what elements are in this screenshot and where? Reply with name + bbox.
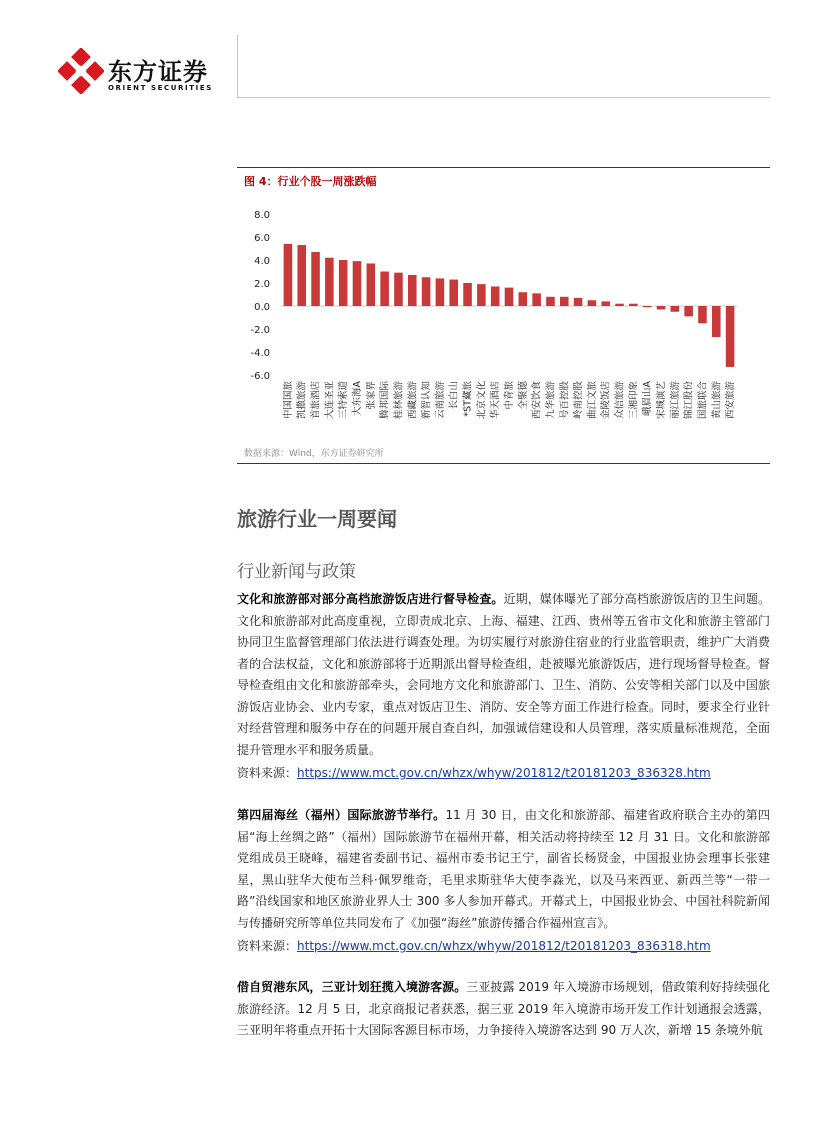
y-tick-label: -2.0 bbox=[250, 325, 270, 336]
y-tick-label: 2.0 bbox=[254, 279, 270, 290]
bar bbox=[698, 306, 707, 323]
x-tick-label: 宋城演艺 bbox=[656, 381, 667, 420]
bar bbox=[684, 306, 693, 316]
x-tick-label: 云南旅游 bbox=[434, 381, 446, 420]
y-tick-label: 0.0 bbox=[254, 302, 270, 313]
x-tick-label: 三特索道 bbox=[338, 381, 350, 420]
section-subtitle: 行业新闻与政策 bbox=[237, 562, 356, 582]
x-tick-label: 锦江股份 bbox=[683, 381, 695, 420]
news-headline: 借自贸港东风，三亚计划狂揽入境游客源。 bbox=[237, 980, 467, 994]
x-tick-label: 张家界 bbox=[365, 381, 377, 410]
x-tick-label: 金陵饭店 bbox=[600, 381, 612, 420]
x-tick-label: 丽江旅游 bbox=[669, 381, 681, 420]
source-link[interactable]: https://www.mct.gov.cn/whzx/whyw/201812/t20181203_836318.htm bbox=[297, 939, 711, 953]
brand-name-cn: 东方证券 bbox=[108, 58, 208, 86]
figure-title: 图 4：行业个股一周涨跌幅 bbox=[244, 175, 377, 188]
news-headline: 文化和旅游部对部分高档旅游饭店进行督导检查。 bbox=[237, 592, 504, 606]
x-tick-label: 西安饮食 bbox=[531, 381, 543, 420]
x-tick-label: 西藏旅游 bbox=[407, 381, 419, 420]
source-link[interactable]: https://www.mct.gov.cn/whzx/whyw/201812/t20181203_836328.htm bbox=[297, 766, 711, 780]
bar bbox=[601, 301, 610, 306]
y-tick-label: 6.0 bbox=[254, 233, 270, 244]
x-tick-label: 九华旅游 bbox=[545, 381, 557, 420]
bar bbox=[532, 293, 541, 306]
header-divider bbox=[237, 97, 770, 98]
figure-source: 数据来源：Wind，东方证券研究所 bbox=[244, 449, 384, 459]
x-tick-label: 黄山旅游 bbox=[711, 381, 723, 420]
bar bbox=[574, 298, 583, 306]
bar bbox=[367, 263, 376, 306]
bar bbox=[311, 252, 320, 306]
x-tick-label: 国旅联合 bbox=[697, 381, 709, 420]
x-tick-label: 北京文化 bbox=[476, 381, 488, 420]
bar-chart bbox=[237, 195, 770, 445]
news-body: 近期，媒体曝光了部分高档旅游饭店的卫生问题。文化和旅游部对此高度重视，立即责成北京、上海、福建、江西、贵州等五省市文化和旅游主管部门协同卫生监督管理部门依法进行调查处理。为切实履行对旅游住宿业的行业监管职责，维护广大消费者的合法权益，文化和旅游部将于近期派出督导检查组，赴被曝光旅游饭店，进行现场督导检查。督导检查组由文化和旅游部牵头，会同地方文化和旅游部门、卫生、消防、公安等相关部门以及中国旅游饭店业协会、业内专家，重点对饭店卫生、消防、安全等方面工作进行检查。同时，要求全行业针对经营管理和服务中存在的问题开展自查自纠，加强诚信建设和人员管理，落实质量标准规范，全面提升管理水平和服务质量。 bbox=[237, 592, 770, 757]
source-label: 资料来源： bbox=[237, 939, 298, 953]
brand-name-en: ORIENT SECURITIES bbox=[108, 84, 213, 92]
bar bbox=[712, 306, 721, 337]
bar bbox=[519, 292, 528, 306]
news-source-1 bbox=[237, 764, 711, 781]
x-tick-label: 号百控股 bbox=[559, 381, 571, 420]
bar bbox=[477, 284, 486, 306]
bar bbox=[449, 280, 458, 306]
x-tick-label: 众信旅游 bbox=[614, 381, 626, 420]
news-body: 三亚披露 2019 年入境游市场规划，借政策利好持续强化旅游经济。12 月 5 日，北京商报记者获悉，据三亚 2019 年入境游市场开发工作计划通报会透露，三亚明年将重点开拓十大国际客源目标市场，力争接待入境游客达到 90 万人次，新增 15 条境外航 bbox=[237, 980, 770, 1037]
bar bbox=[546, 297, 555, 306]
source-label: 资料来源： bbox=[237, 766, 298, 780]
x-tick-label: 首旅酒店 bbox=[310, 381, 322, 420]
bar bbox=[505, 288, 514, 306]
bar bbox=[380, 272, 389, 307]
bar bbox=[643, 306, 652, 307]
x-tick-label: 新智认知 bbox=[421, 381, 433, 420]
bar bbox=[491, 286, 500, 306]
x-tick-label: 凯撒旅游 bbox=[296, 381, 308, 420]
bar bbox=[422, 277, 431, 306]
bar bbox=[615, 304, 624, 306]
bar bbox=[588, 300, 597, 306]
y-tick-label: 8.0 bbox=[254, 210, 270, 221]
bar bbox=[297, 245, 306, 306]
company-logo bbox=[58, 48, 104, 94]
bar bbox=[408, 275, 417, 306]
figure-top-rule bbox=[237, 167, 770, 168]
bar bbox=[726, 306, 735, 367]
x-tick-label: 大东海A bbox=[352, 381, 363, 416]
bar bbox=[436, 278, 445, 306]
bar bbox=[657, 306, 666, 309]
x-tick-label: 华天酒店 bbox=[490, 381, 502, 420]
y-tick-label: 4.0 bbox=[254, 256, 270, 267]
y-tick-label: -6.0 bbox=[250, 371, 270, 382]
bar bbox=[394, 273, 403, 306]
x-tick-label: 大连圣亚 bbox=[324, 381, 336, 420]
section-title: 旅游行业一周要闻 bbox=[237, 507, 397, 531]
header-divider-vertical bbox=[237, 35, 238, 97]
bar bbox=[353, 261, 362, 306]
bar bbox=[671, 306, 680, 312]
x-tick-label: 腾邦国际 bbox=[379, 381, 391, 420]
x-tick-label: 峨眉山A bbox=[642, 381, 654, 416]
news-body: 11 月 30 日，由文化和旅游部、福建省政府联合主办的第四届“海上丝绸之路”（福州）国际旅游节在福州开幕，相关活动将持续至 12 月 31 日。文化和旅游部党组成员王晓峰，福建省委副书记、福州市委书记王宁，副省长杨贤金，中国报业协会理事长张建星，黑山驻华大使布兰科·佩罗维奇，毛里求斯驻华大使李淼光，以及马来西亚、新西兰等“一带一路”沿线国家和地区旅游业界人士 300 多人参加开幕式。开幕式上，中国报业协会、中国社科院新闻与传播研究所等单位共同发布了《加强“海丝”旅游传播合作福州宣言》。 bbox=[237, 808, 770, 930]
x-tick-label: 岭南控股 bbox=[573, 381, 585, 420]
news-item-2 bbox=[237, 805, 770, 934]
logo-mark-icon bbox=[58, 48, 104, 94]
news-source-2 bbox=[237, 937, 711, 954]
x-tick-label: 三湘印象 bbox=[628, 381, 640, 420]
news-item-1 bbox=[237, 589, 770, 761]
bar bbox=[629, 304, 638, 306]
x-tick-label: 中青旅 bbox=[504, 381, 515, 410]
y-tick-label: -4.0 bbox=[250, 348, 270, 359]
x-tick-label: 中国国旅 bbox=[282, 381, 294, 420]
bar bbox=[339, 260, 348, 306]
x-tick-label: 曲江文旅 bbox=[586, 381, 598, 420]
bar bbox=[560, 297, 569, 306]
bar bbox=[463, 283, 472, 306]
x-tick-label: 全聚德 bbox=[517, 381, 529, 410]
x-tick-label: 长白山 bbox=[448, 381, 460, 410]
bar bbox=[284, 244, 293, 306]
x-tick-label: 西安旅游 bbox=[725, 381, 737, 420]
bar bbox=[325, 258, 334, 306]
news-item-3 bbox=[237, 977, 770, 1042]
x-tick-label: 桂林旅游 bbox=[393, 381, 405, 420]
news-headline: 第四届海丝（福州）国际旅游节举行。 bbox=[237, 808, 446, 822]
x-tick-label: *ST藏旅 bbox=[462, 381, 474, 417]
figure-bottom-rule bbox=[237, 463, 770, 464]
